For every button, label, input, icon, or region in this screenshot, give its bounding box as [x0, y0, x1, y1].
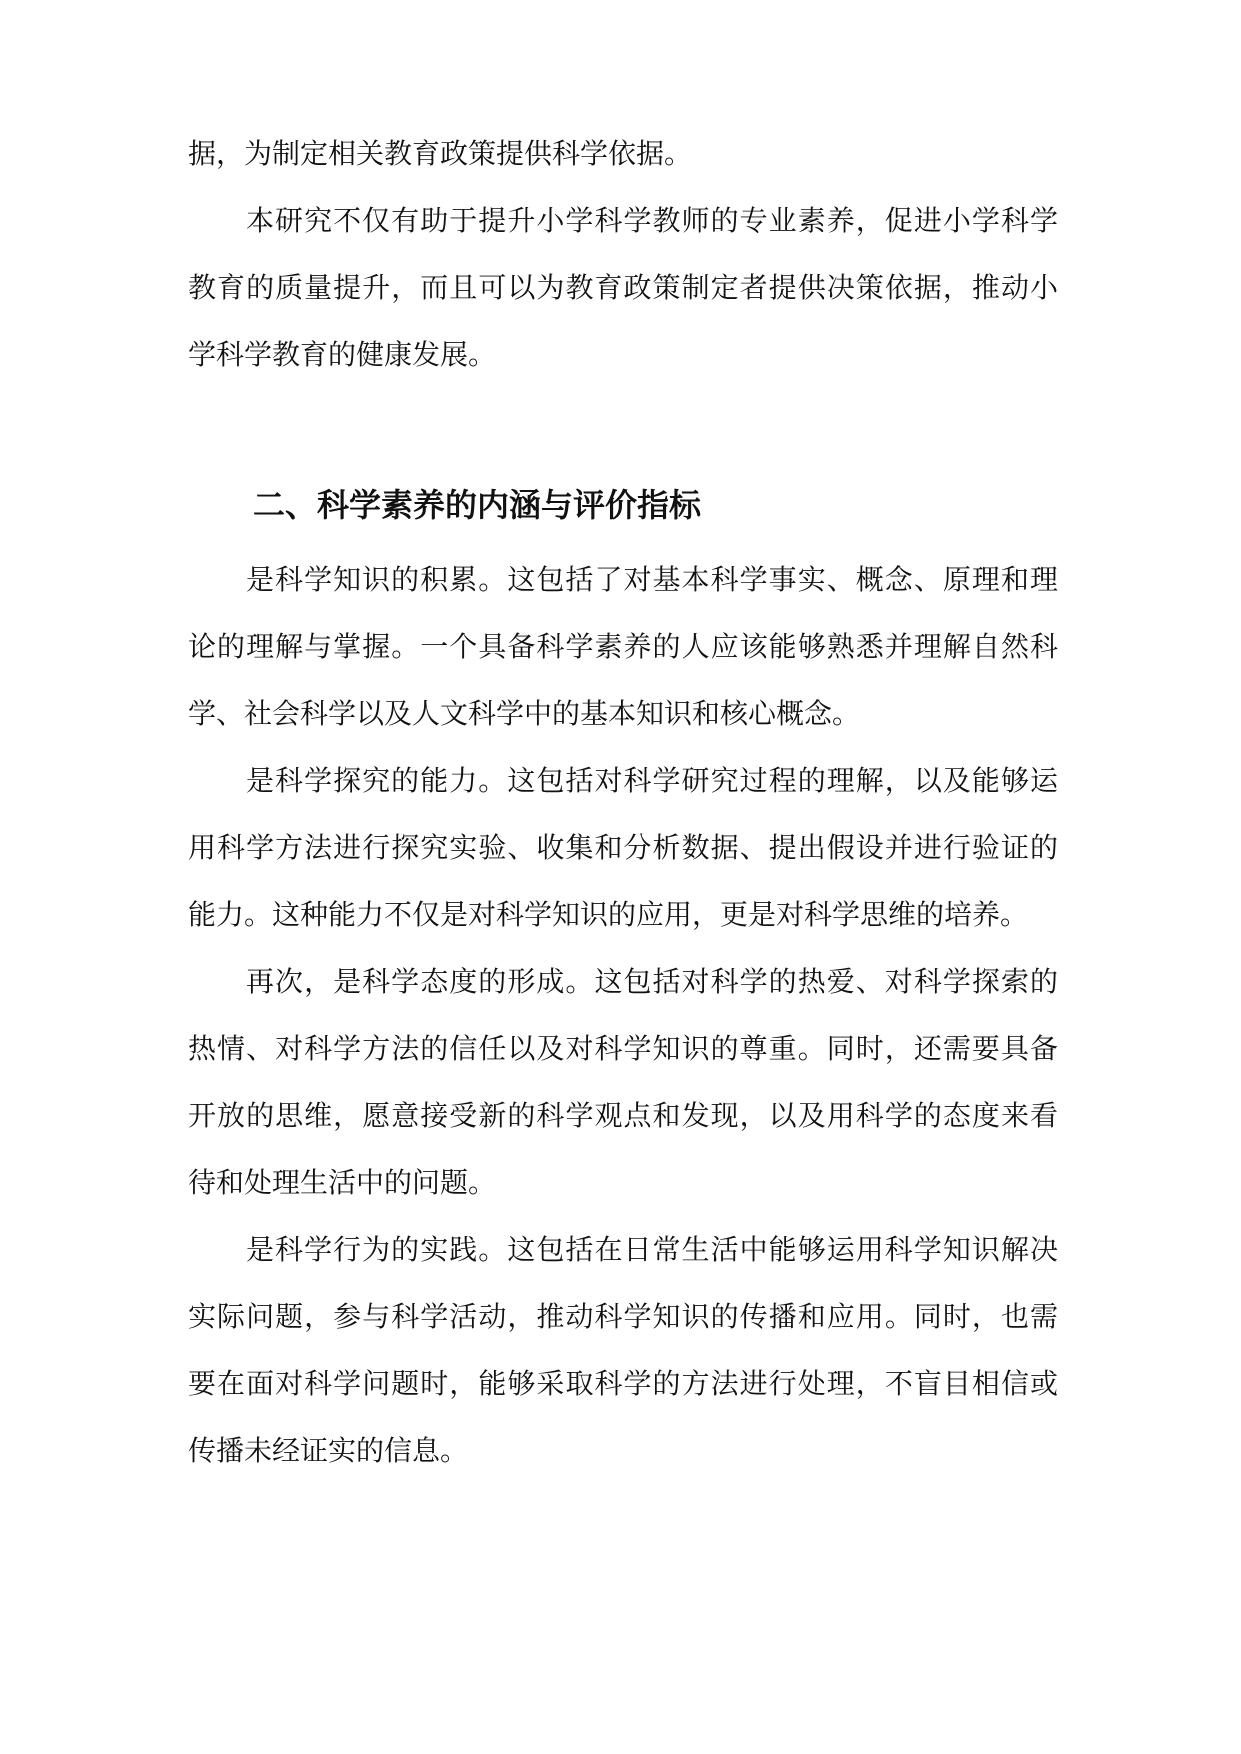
text-line: 是科学知识的积累。这包括了对基本科学事实、概念、原理和理	[246, 563, 1058, 596]
section-heading: 二、科学素养的内涵与评价指标	[253, 486, 702, 524]
text-line: 热情、对科学方法的信任以及对科学知识的尊重。同时，还需要具备	[188, 1032, 1058, 1065]
text-line: 据，为制定相关教育政策提供科学依据。	[188, 137, 693, 170]
text-line: 论的理解与掌握。一个具备科学素养的人应该能够熟悉并理解自然科	[188, 630, 1058, 663]
text-line: 是科学行为的实践。这包括在日常生活中能够运用科学知识解决	[246, 1233, 1058, 1266]
text-line: 学、社会科学以及人文科学中的基本知识和核心概念。	[188, 697, 861, 730]
text-line: 传播未经证实的信息。	[188, 1434, 469, 1467]
text-line: 再次，是科学态度的形成。这包括对科学的热爱、对科学探索的	[246, 965, 1058, 998]
text-line: 实际问题，参与科学活动，推动科学知识的传播和应用。同时，也需	[188, 1300, 1058, 1333]
text-line: 本研究不仅有助于提升小学科学教师的专业素养，促进小学科学	[246, 204, 1058, 237]
text-line: 能力。这种能力不仅是对科学知识的应用，更是对科学思维的培养。	[188, 898, 1029, 931]
text-line: 是科学探究的能力。这包括对科学研究过程的理解，以及能够运	[246, 764, 1058, 797]
text-line: 待和处理生活中的问题。	[188, 1166, 497, 1199]
text-line: 要在面对科学问题时，能够采取科学的方法进行处理，不盲目相信或	[188, 1367, 1058, 1400]
text-line: 学科学教育的健康发展。	[188, 338, 497, 371]
text-line: 教育的质量提升，而且可以为教育政策制定者提供决策依据，推动小	[188, 271, 1058, 304]
text-line: 用科学方法进行探究实验、收集和分析数据、提出假设并进行验证的	[188, 831, 1058, 864]
text-line: 开放的思维，愿意接受新的科学观点和发现，以及用科学的态度来看	[188, 1099, 1058, 1132]
